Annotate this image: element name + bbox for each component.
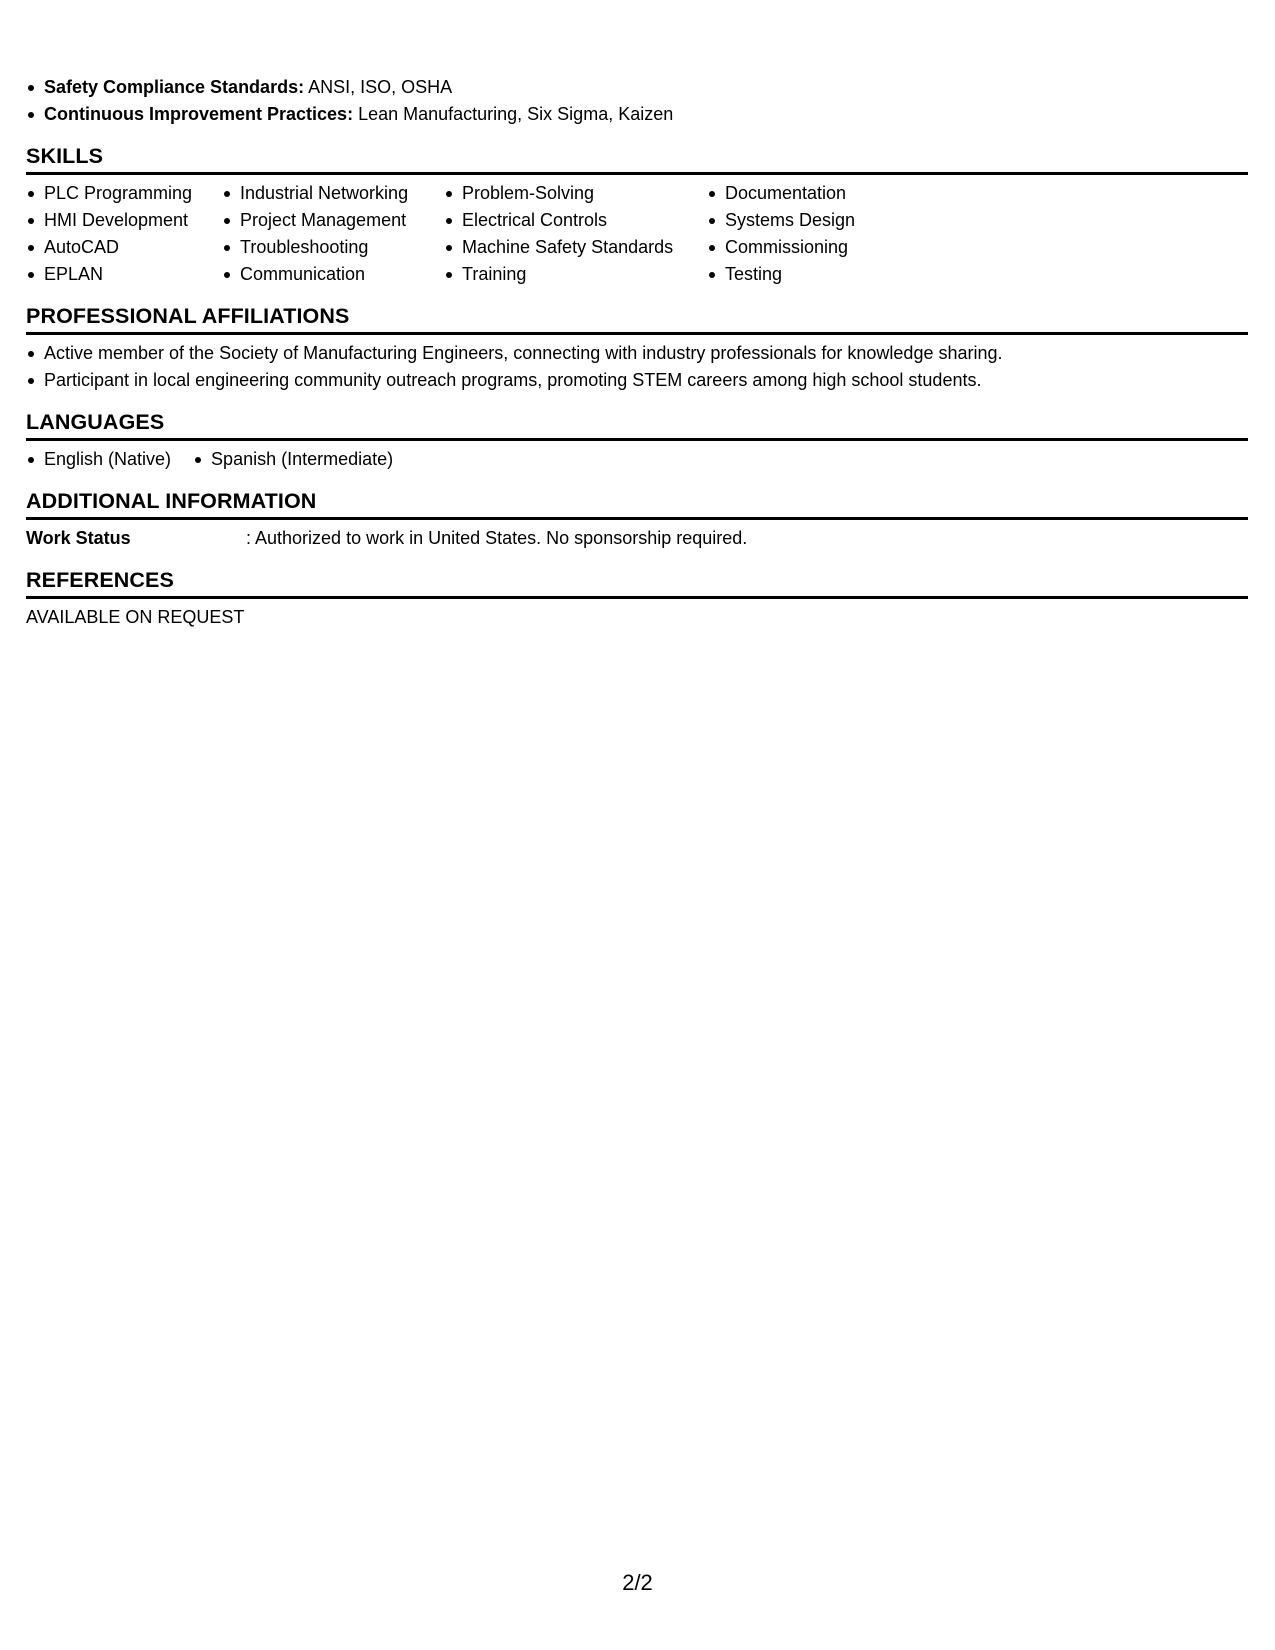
skill-item: Troubleshooting <box>222 234 444 261</box>
skills-column <box>26 180 222 288</box>
section-title: SKILLS <box>26 142 1248 175</box>
affiliations-list <box>26 340 1248 394</box>
page-number: 2/2 <box>622 1570 653 1595</box>
list-item: Participant in local engineering community outreach programs, promoting STEM careers among high school students. <box>26 367 1248 394</box>
skill-item: EPLAN <box>26 261 222 288</box>
skill-item: Documentation <box>707 180 907 207</box>
languages-list <box>26 446 1248 473</box>
skill-item: Commissioning <box>707 234 907 261</box>
skills-column <box>222 180 444 288</box>
skill-item: HMI Development <box>26 207 222 234</box>
skill-item: Training <box>444 261 707 288</box>
skill-item: Systems Design <box>707 207 907 234</box>
references-text: AVAILABLE ON REQUEST <box>26 607 245 627</box>
item-label: Safety Compliance Standards: <box>44 77 305 97</box>
affiliations-section <box>26 302 1248 394</box>
skill-item: Problem-Solving <box>444 180 707 207</box>
skill-item: Industrial Networking <box>222 180 444 207</box>
work-status-row <box>26 525 1248 552</box>
list-item: Active member of the Society of Manufacturing Engineers, connecting with industry professionals for knowledge sharing. <box>26 340 1248 367</box>
additional-info-section <box>26 487 1248 552</box>
top-list <box>26 74 1248 128</box>
references-section <box>26 566 1248 631</box>
section-title: PROFESSIONAL AFFILIATIONS <box>26 302 1248 335</box>
skill-item: AutoCAD <box>26 234 222 261</box>
language-item: Spanish (Intermediate) <box>193 446 393 473</box>
skills-column <box>707 180 907 288</box>
resume-page <box>26 74 1248 631</box>
item-value: ANSI, ISO, OSHA <box>304 77 453 97</box>
skills-section <box>26 142 1248 288</box>
skill-item: Electrical Controls <box>444 207 707 234</box>
skill-item: PLC Programming <box>26 180 222 207</box>
skill-item: Machine Safety Standards <box>444 234 707 261</box>
languages-section <box>26 408 1248 473</box>
skills-column <box>444 180 707 288</box>
list-item <box>26 101 1248 128</box>
section-title: ADDITIONAL INFORMATION <box>26 487 1248 520</box>
skill-item: Project Management <box>222 207 444 234</box>
language-item: English (Native) <box>26 446 171 473</box>
list-item <box>26 74 1248 101</box>
skills-grid <box>26 180 1248 288</box>
skill-item: Communication <box>222 261 444 288</box>
section-title: LANGUAGES <box>26 408 1248 441</box>
work-status-value: : Authorized to work in United States. No sponsorship required. <box>246 528 748 548</box>
work-status-label: Work Status <box>26 528 131 548</box>
item-value: Lean Manufacturing, Six Sigma, Kaizen <box>353 104 674 124</box>
section-title: REFERENCES <box>26 566 1248 599</box>
skill-item: Testing <box>707 261 907 288</box>
item-label: Continuous Improvement Practices: <box>44 104 354 124</box>
